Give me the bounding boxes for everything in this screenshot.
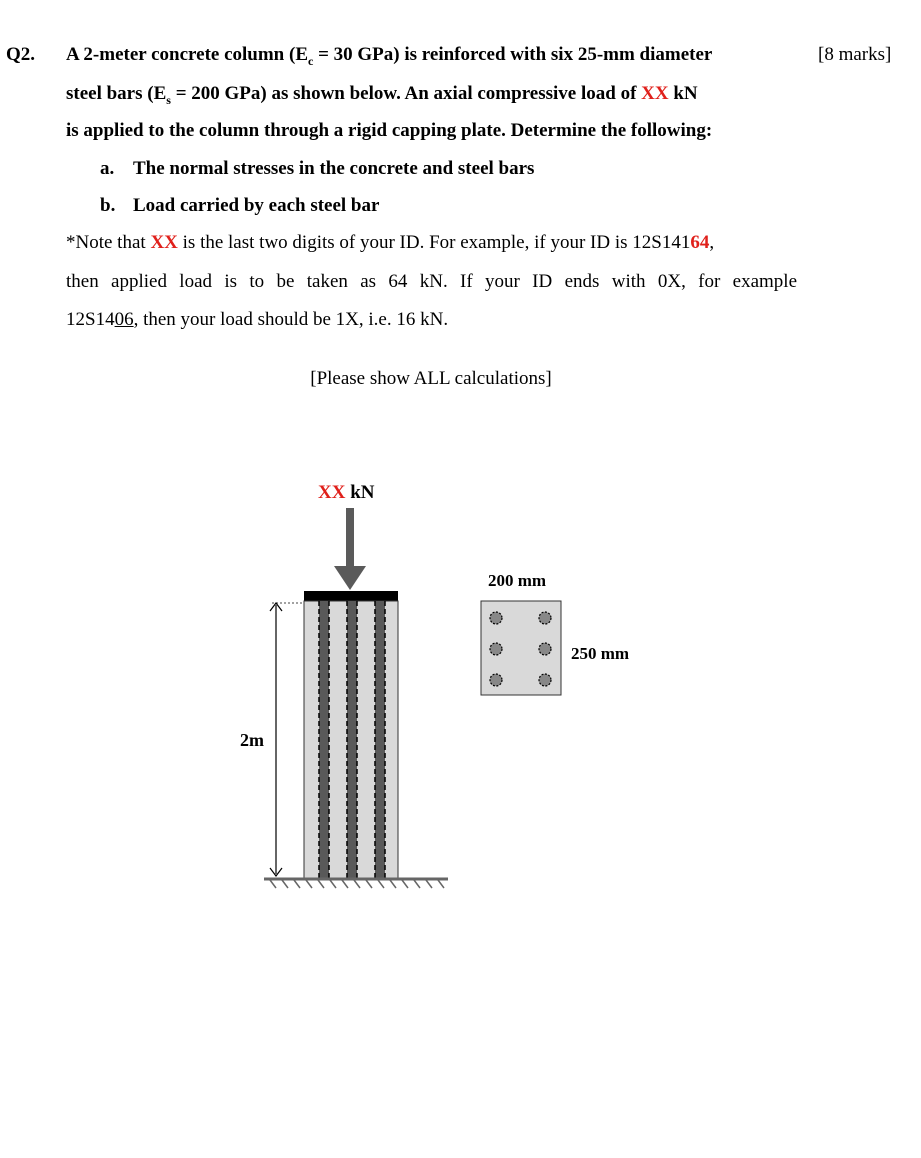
steel-bar	[319, 601, 329, 878]
marks-label: [8 marks]	[818, 44, 892, 65]
load-arrow-icon	[334, 508, 366, 590]
width-label: 200 mm	[488, 571, 547, 590]
stem-line-2: steel bars ($E_s = 200$ GPa) as shown below. An axial compressive load of XX kN	[66, 83, 698, 107]
steel-bar-section	[490, 612, 502, 624]
note-line-2: then applied load is to be taken as 64 kN. If your ID ends with 0X, for example	[66, 271, 797, 292]
load-placeholder: XX	[641, 83, 669, 104]
steel-bar-section	[539, 612, 551, 624]
steel-bar	[347, 601, 357, 878]
steel-bar-section	[539, 643, 551, 655]
height-dimension	[270, 603, 304, 876]
load-label: XX kN	[318, 482, 375, 503]
note-line-3: 12S1406, then your load should be 1X, i.e. 16 kN.	[66, 309, 449, 330]
calculations-note: [Please show ALL calculations]	[310, 368, 552, 389]
steel-bar	[375, 601, 385, 878]
ground-support	[264, 879, 448, 888]
stem-line-1: A 2-meter concrete column ($E_c = 30$ GPa) is reinforced with six 25-mm diameter	[66, 44, 713, 68]
question-number: Q2.	[6, 44, 36, 65]
height-label: 2m	[240, 730, 264, 750]
stem-line-3: is applied to the column through a rigid capping plate. Determine the following:	[66, 120, 713, 141]
capping-plate	[304, 591, 398, 601]
item-a: a. The normal stresses in the concrete and steel bars	[100, 158, 535, 179]
steel-bars-elevation	[319, 601, 385, 878]
note-line-1: *Note that XX is the last two digits of your ID. For example, if your ID is 12S14164,	[66, 232, 715, 253]
depth-label: 250 mm	[571, 644, 630, 663]
steel-bar-section	[490, 643, 502, 655]
steel-bar-section	[490, 674, 502, 686]
steel-bar-section	[539, 674, 551, 686]
item-b: b. Load carried by each steel bar	[100, 195, 380, 216]
